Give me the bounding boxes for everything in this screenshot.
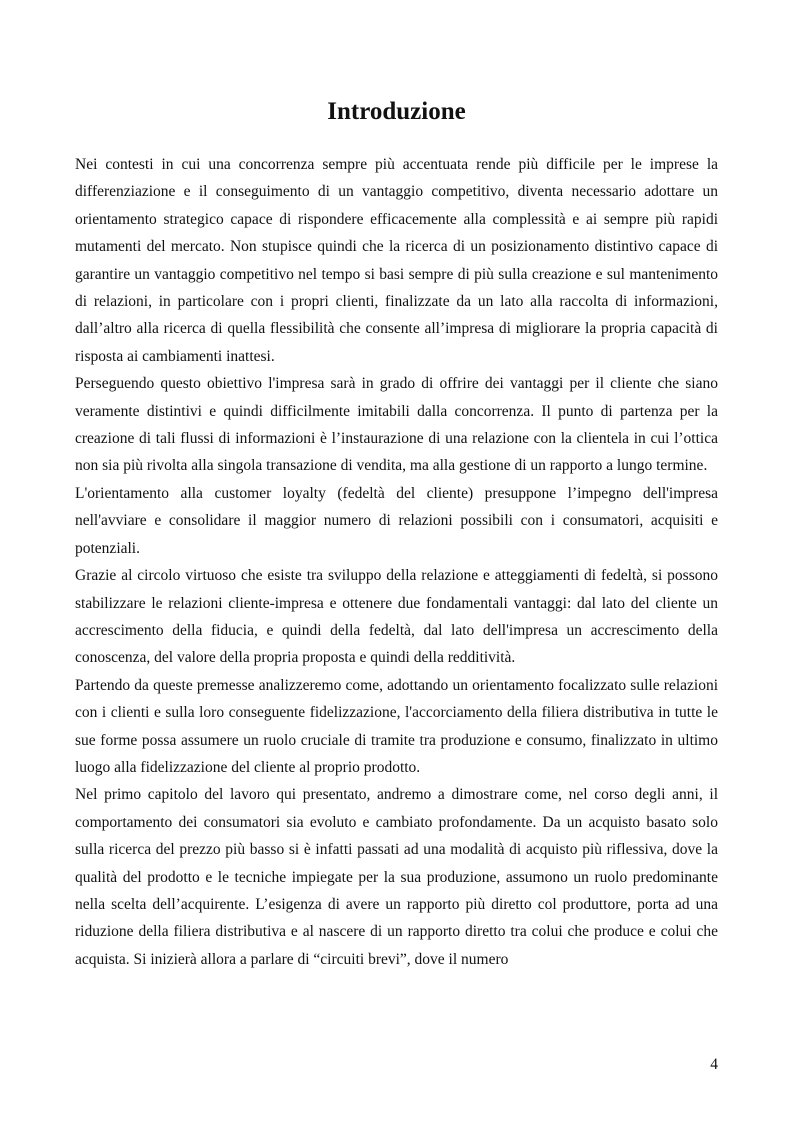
- paragraph-6: Nel primo capitolo del lavoro qui presentato, andremo a dimostrare come, nel corso degli anni, il comportamento dei consumatori sia evoluto e cambiato profondamente. Da un acquisto basato solo sulla ricerca del prezzo più basso si è infatti passati ad una modalità di acquisto più riflessiva, dove la qualità del prodotto e le tecniche impiegate per la sua produzione, assumono un ruolo predominante nella scelta dell’acquirente. L’esigenza di avere un rapporto più diretto col produttore, porta ad una riduzione della filiera distributiva e al nascere di un rapporto diretto tra colui che produce e colui che acquista. Si inizierà allora a parlare di “circuiti brevi”, dove il numero: [75, 786, 718, 968]
- paragraph-2: Perseguendo questo obiettivo l'impresa sarà in grado di offrire dei vantaggi per il cliente che siano veramente distintivi e quindi difficilmente imitabili dalla concorrenza. Il punto di partenza per la creazione di tali flussi di informazioni è l’instaurazione di una relazione con la clientela in cui l’ottica non sia più rivolta alla singola transazione di vendita, ma alla gestione di un rapporto a lungo termine.: [75, 375, 718, 475]
- paragraph-4: Grazie al circolo virtuoso che esiste tra sviluppo della relazione e atteggiamenti di fedeltà, si possono stabilizzare le relazioni cliente-impresa e ottenere due fondamentali vantaggi: dal lato del cliente un accrescimento della fiducia, e quindi della fedeltà, dal lato dell'impresa un accrescimento della conoscenza, del valore della propria proposta e quindi della redditività.: [75, 567, 718, 667]
- paragraph-3: L'orientamento alla customer loyalty (fedeltà del cliente) presuppone l’impegno dell'impresa nell'avviare e consolidare il maggior numero di relazioni possibili con i consumatori, acquisiti e potenziali.: [75, 484, 718, 557]
- paragraph-1: Nei contesti in cui una concorrenza sempre più accentuata rende più difficile per le imprese la differenziazione e il conseguimento di un vantaggio competitivo, diventa necessario adottare un orientamento strategico capace di rispondere efficacemente alla complessità e ai sempre più rapidi mutamenti del mercato. Non stupisce quindi che la ricerca di un posizionamento distintivo capace di garantire un vantaggio competitivo nel tempo si basi sempre di più sulla creazione e sul mantenimento di relazioni, in particolare con i propri clienti, finalizzate da un lato alla raccolta di informazioni, dall’altro alla ricerca di quella flessibilità che consente all’impresa di migliorare la propria capacità di risposta ai cambiamenti inattesi.: [75, 156, 718, 365]
- page-title: Introduzione: [327, 98, 466, 125]
- page-number: 4: [710, 1056, 718, 1073]
- body-text: [75, 151, 718, 973]
- paragraph-5: Partendo da queste premesse analizzeremo come, adottando un orientamento focalizzato sulle relazioni con i clienti e sulla loro conseguente fidelizzazione, l'accorciamento della filiera distributiva in tutte le sue forme possa assumere un ruolo cruciale di tramite tra produzione e consumo, finalizzato in ultimo luogo alla fidelizzazione del cliente al proprio prodotto.: [75, 676, 718, 776]
